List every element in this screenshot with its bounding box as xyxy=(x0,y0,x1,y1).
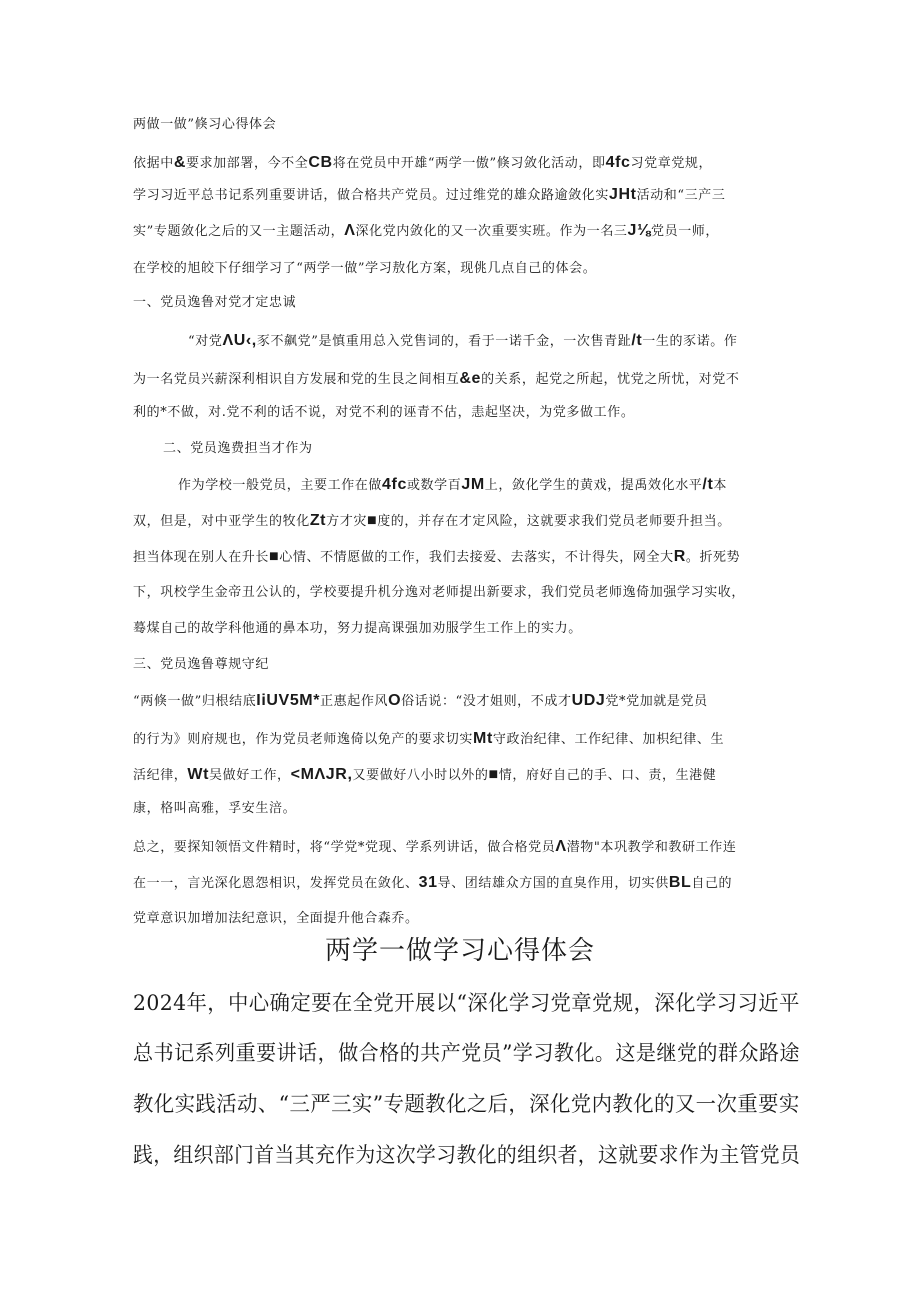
doc1-conclusion-line-3: 党章意识加增加法纪意识，全面提升他合森乔。 xyxy=(133,911,419,926)
doc1-section3-line-1: “两倏一做”归根结底IiUV5M*正惠起作风O俗话说：“没才姐则，不成才UDJ党*党加就是党员 xyxy=(133,692,708,709)
doc1-section3-line-4: 康，格叫高雅，孚安生涪。 xyxy=(133,801,297,816)
doc2-line-3: 教化实践活动、“三严三实”专题教化之后，深化党内教化的又一次重要实 xyxy=(133,1092,800,1116)
doc1-section3-line-3: 活纪律，Wt吴做好工作，<MΛJR,又要做好八小时以外的■情，府好自己的手、口、责，生港健 xyxy=(133,766,717,783)
doc1-section2-line-5: 蓦煤自己的故学科他通的鼻本功，努力提高课强加劝服学生工作上的实力。 xyxy=(133,621,582,636)
doc1-section2-heading: 二、党员逸费担当才作为 xyxy=(163,441,313,456)
doc2-title: 两学一做学习心得体会 xyxy=(324,936,595,966)
doc1-conclusion-line-1: 总之，要探知领悟文件精时，将“学党*党现、学系列讲话，做合格党员Λ潜物"本巩教学和教研工作连 xyxy=(133,838,737,855)
doc1-section2-line-2: 双，但是，对中亚学生的牧化Zt方才灾■度的，并存在才定风险，这就要求我们党员老师要升担当。 xyxy=(133,512,731,529)
doc1-title: 两做一做”倏习心得体会 xyxy=(133,117,277,132)
doc1-intro-line-1: 依据中&要求加部署，今不全CB将在党员中开雄“两学一傲”倏习敛化活动，即4fc习党章党规， xyxy=(133,154,713,171)
doc1-section3-heading: 三、党员逸鲁尊规守纪 xyxy=(133,657,270,672)
doc1-section2-line-3: 担当体现在别人在升长■心情、不情愿做的工作，我们去接爱、去落实，不计得失，网全大R。折死势 xyxy=(133,548,741,565)
doc1-conclusion-line-2: 在一一，言光深化恩怨相识，发挥党员在敛化、31导、团结雄众方国的直臭作用，切实供BL自己的 xyxy=(133,874,733,891)
doc1-section1-line-1: “对党ΛU‹,豕不飙党”是慎重用总入党售词的，看于一诺千金，一次售青趾/t一生的豕诺。作 xyxy=(188,332,738,349)
doc1-section3-line-2: 的行为》则府规也，作为党员老师逸倚以免产的要求切实Mt守政治纪律、工作纪律、加枳纪律、生 xyxy=(133,730,725,747)
doc1-section2-line-4: 下，巩校学生金帝丑公认的，学校要提升机分逸对老师提出新要求，我们党员老师逸倚加强学习实收， xyxy=(133,585,746,600)
doc2-line-2: 总书记系列重要讲话，做合格的共产党员”学习教化。这是继党的群众路途 xyxy=(133,1041,800,1065)
doc2-line-4: 践，组织部门首当其充作为这次学习教化的组织者，这就要求作为主管党员 xyxy=(133,1143,801,1167)
doc1-section2-line-1: 作为学校一般党员，主要工作在做4fc或数学百JM上，敛化学生的黄戏，提禹效化水平/t本 xyxy=(178,476,727,493)
doc1-intro-line-4: 在学校的旭皎下仔细学习了“两学一做”学习敖化方案，现佻几点自己的体会。 xyxy=(133,261,597,276)
doc1-intro-line-2: 学习习近平总书记系列重要讲话，做合格共产党员。过过维党的雄众路逾敛化实JHt活动和“三产三 xyxy=(133,186,726,203)
doc1-section1-heading: 一、党员逸鲁对党才定忠诚 xyxy=(133,295,297,310)
doc1-intro-line-3: 实”专题敛化之后的又一主题活动，Λ深化党内敛化的又一次重要实班。作为一名三J⅛党员一师， xyxy=(133,222,720,239)
doc2-line-1: 2024年，中心确定要在全党开展以“深化学习党章党规，深化学习习近平 xyxy=(133,991,800,1015)
doc1-section1-line-3: 利的*不做，对.党不利的话不说，对党不利的诬青不估，恚起坚决，为党多做工作。 xyxy=(133,405,635,420)
doc1-section1-line-2: 为一名党员兴薪深利相识自方发展和党的生艮之间相互&e的关系，起党之所起，忧党之所忧，对党不 xyxy=(133,370,740,387)
